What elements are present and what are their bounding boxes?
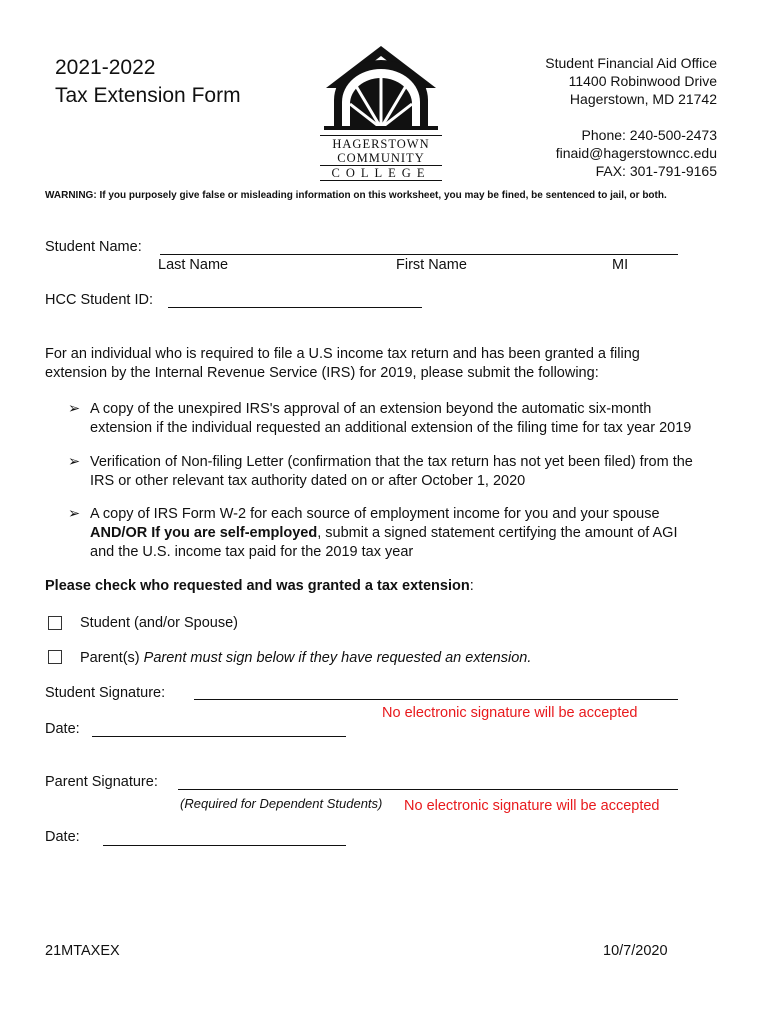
parent-no-esig-note: No electronic signature will be accepted: [404, 798, 660, 814]
hcc-logo: [320, 42, 442, 180]
parent-signature-line[interactable]: [178, 789, 678, 790]
requirement-3-line-2: [90, 524, 728, 543]
parents-checkbox[interactable]: [48, 650, 62, 664]
parent-date-label: Date:: [45, 829, 80, 845]
requirement-3-line-3: and the U.S. income tax paid for the 2019 tax year: [90, 544, 414, 560]
student-signature-line[interactable]: [194, 699, 678, 700]
arrow-bullet-icon: ➢: [68, 401, 81, 417]
form-year: 2021-2022: [55, 56, 156, 79]
mi-caption: MI: [612, 257, 629, 273]
first-name-caption: First Name: [396, 257, 467, 273]
office-info: [545, 54, 717, 180]
office-name: Student Financial Aid Office: [545, 55, 717, 71]
intro-line-2: extension by the Internal Revenue Service (IRS) for 2019, please submit the following:: [45, 365, 599, 381]
check-heading-text: Please check who requested and was granted a tax extension: [45, 578, 470, 594]
requirement-item-3: [68, 505, 728, 562]
logo-text-hagerstown: HAGERSTOWN: [332, 137, 430, 151]
parents-label: Parent(s): [80, 650, 140, 666]
office-address-1: 11400 Robinwood Drive: [568, 73, 717, 89]
student-spouse-label: Student (and/or Spouse): [80, 615, 238, 631]
required-note-text: Required for Dependent Students: [184, 796, 379, 811]
student-name-line[interactable]: [160, 254, 678, 255]
college-building-icon: [320, 42, 442, 130]
logo-text-community: COMMUNITY: [320, 151, 442, 166]
check-heading: [45, 577, 474, 596]
form-title: [55, 54, 241, 110]
revision-date: 10/7/2020: [603, 943, 668, 959]
student-no-esig-note: No electronic signature will be accepted: [382, 705, 638, 721]
office-address-2: Hagerstown, MD 21742: [569, 91, 717, 107]
required-note: (Required for Dependent Students): [180, 796, 383, 811]
student-signature-label: Student Signature:: [45, 685, 166, 701]
last-name-caption: Last Name: [158, 257, 229, 273]
student-spouse-checkbox[interactable]: [48, 616, 62, 630]
arrow-bullet-icon: ➢: [68, 454, 81, 470]
requirement-2-line-2: IRS or other relevant tax authority dated on or after October 1, 2020: [90, 473, 526, 489]
requirement-3-line-2-rest: , submit a signed statement certifying the amount of AGI: [317, 525, 678, 541]
requirement-3-line-1: A copy of IRS Form W-2 for each source of employment income for you and your spouse: [90, 506, 660, 522]
form-name: Tax Extension Form: [55, 84, 241, 107]
requirement-item-1: [68, 400, 728, 438]
requirement-2-line-1: Verification of Non-filing Letter (confirmation that the tax return has not yet been filed) from the: [90, 454, 693, 470]
office-email: finaid@hagerstowncc.edu: [555, 145, 717, 161]
parent-signature-label: Parent Signature:: [45, 774, 158, 790]
student-name-label: Student Name:: [45, 239, 142, 255]
parents-note: Parent must sign below if they have requested an extension.: [143, 650, 532, 666]
student-date-label: Date:: [45, 721, 80, 737]
requirement-item-2: [68, 453, 728, 491]
logo-text-college: COLLEGE: [320, 166, 442, 181]
parents-option: [80, 649, 531, 668]
intro-line-1: For an individual who is required to file a U.S income tax return and has been granted a filing: [45, 346, 640, 362]
form-code: 21MTAXEX: [45, 943, 120, 959]
check-heading-colon: :: [469, 578, 474, 594]
warning-text: WARNING: If you purposely give false or misleading information on this worksheet, you may be fined, be sentenced to jail, or both.: [45, 190, 667, 201]
parent-date-line[interactable]: [103, 845, 346, 846]
office-phone: Phone: 240-500-2473: [581, 127, 717, 143]
office-fax: FAX: 301-791-9165: [595, 163, 717, 179]
student-date-line[interactable]: [92, 736, 346, 737]
student-id-label: HCC Student ID:: [45, 292, 153, 308]
requirement-1-line-2: extension if the individual requested an additional extension of the filing time for tax year 2019: [90, 420, 692, 436]
requirement-3-bold: AND/OR If you are self-employed: [90, 525, 318, 541]
arrow-bullet-icon: ➢: [68, 506, 81, 522]
student-id-line[interactable]: [168, 307, 422, 308]
requirement-1-line-1: A copy of the unexpired IRS's approval of an extension beyond the automatic six-month: [90, 401, 652, 417]
